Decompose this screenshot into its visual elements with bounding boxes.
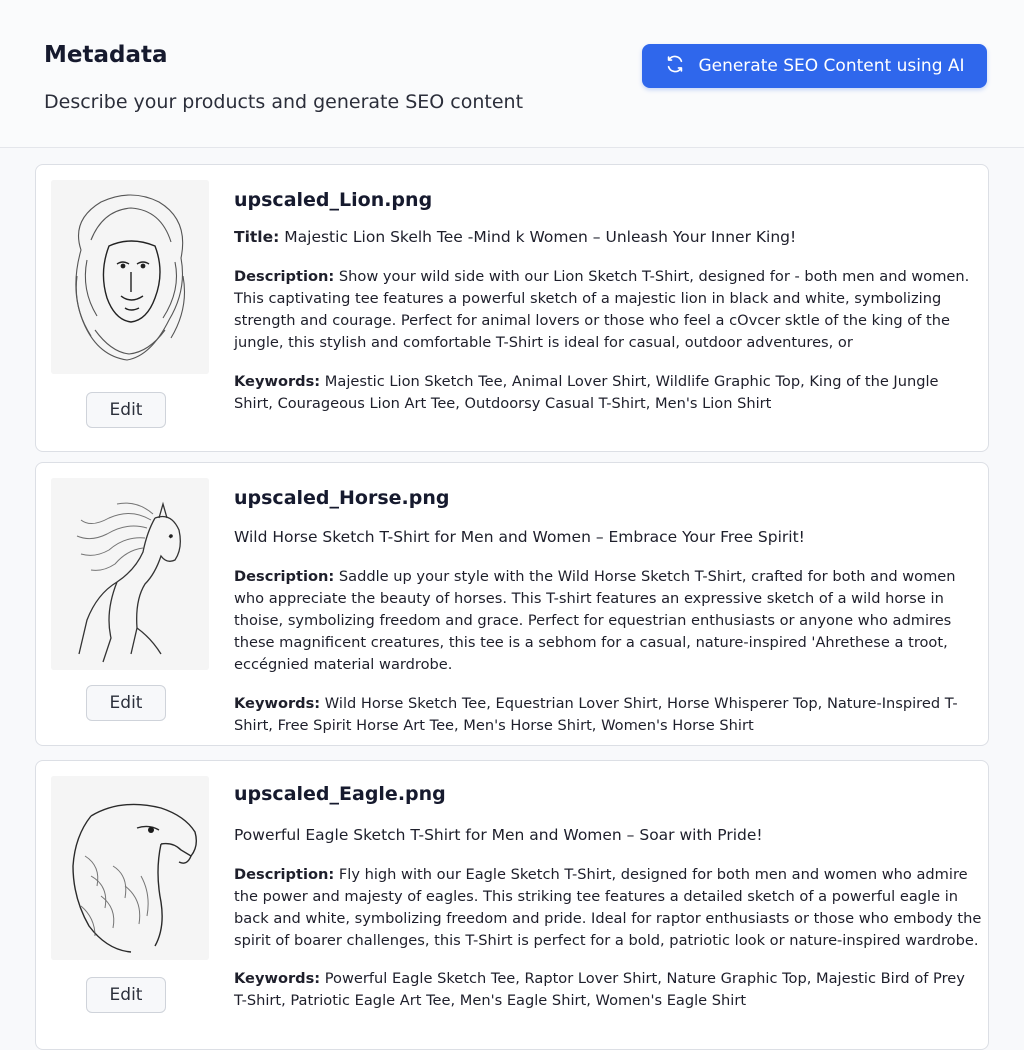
- description-label: Description:: [234, 568, 335, 585]
- product-keywords: [234, 371, 982, 415]
- product-title: Powerful Eagle Sketch T-Shirt for Men and Women – Soar with Pride!: [234, 826, 763, 844]
- generate-seo-label: Generate SEO Content using AI: [698, 56, 965, 76]
- edit-button-eagle[interactable]: Edit: [86, 977, 166, 1013]
- keywords-label: Keywords:: [234, 970, 321, 987]
- product-description: [234, 266, 982, 354]
- product-description-text: Show your wild side with our Lion Sketch T-Shirt, designed for - both men and women. This captivating tee features a powerful sketch of a majestic lion in black and white, symbolizing strength and courage. Perfect for animal lovers or those who feel a cOvcer sktle of the king of the jungle, this stylish and comfortable T-Shirt is ideal for casual, outdoor adventures, or: [234, 268, 970, 351]
- product-card-eagle: [35, 760, 989, 1050]
- product-description-text: Saddle up your style with the Wild Horse Sketch T-Shirt, crafted for both and women who appreciate the beauty of horses. This T-shirt features an expressive sketch of a wild horse in thoise, symbolizing freedom and grace. Perfect for equestrian enthusiasts or anyone who admires these magnificent creatures, this tee is a sebhom for a casual, nature-inspired 'Ahrethese a troot, eccégnied material wardrobe.: [234, 568, 956, 673]
- generate-seo-button[interactable]: [642, 44, 987, 88]
- product-card-lion: [35, 164, 989, 452]
- product-details-horse: [234, 485, 982, 737]
- page-subtitle: Describe your products and generate SEO content: [44, 91, 524, 113]
- edit-button-lion[interactable]: Edit: [86, 392, 166, 428]
- product-description-text: Fly high with our Eagle Sketch T-Shirt, designed for both men and women who admire the power and majesty of eagles. This striking tee features a detailed sketch of a powerful eagle in back and white, symbolizing freedom and pride. Ideal for raptor enthusiasts or those who embody the spirit of boarer challenges, this T-Shirt is perfect for a bold, patriotic look or nature-inspired wardrobe.: [234, 866, 982, 949]
- product-filename: upscaled_Eagle.png: [234, 783, 446, 805]
- page-header: [0, 0, 1024, 148]
- product-description: [234, 864, 982, 952]
- product-description: [234, 566, 982, 676]
- product-title: Wild Horse Sketch T-Shirt for Men and Women – Embrace Your Free Spirit!: [234, 528, 805, 546]
- product-keywords: [234, 968, 982, 1012]
- product-image-lion: [51, 180, 209, 374]
- product-image-horse: [51, 478, 209, 670]
- product-keywords: [234, 693, 982, 737]
- product-keywords-text: Wild Horse Sketch Tee, Equestrian Lover Shirt, Horse Whisperer Top, Nature-Inspired T-Shirt, Free Spirit Horse Art Tee, Men's Horse Shirt, Women's Horse Shirt: [234, 695, 958, 734]
- product-filename: upscaled_Horse.png: [234, 487, 450, 509]
- product-keywords-text: Majestic Lion Sketch Tee, Animal Lover Shirt, Wildlife Graphic Top, King of the Jungle Shirt, Courageous Lion Art Tee, Outdoorsy Casual T-Shirt, Men's Lion Shirt: [234, 373, 939, 412]
- product-card-horse: [35, 462, 989, 746]
- product-title-text: Majestic Lion Skelh Tee -Mind k Women – Unleash Your Inner King!: [284, 228, 797, 246]
- refresh-icon: [664, 53, 686, 80]
- description-label: Description:: [234, 268, 335, 285]
- product-keywords-text: Powerful Eagle Sketch Tee, Raptor Lover Shirt, Nature Graphic Top, Majestic Bird of Prey T-Shirt, Patriotic Eagle Art Tee, Men's Eagle Shirt, Women's Eagle Shirt: [234, 970, 965, 1009]
- title-label: Title:: [234, 228, 280, 246]
- description-label: Description:: [234, 866, 335, 883]
- product-filename: upscaled_Lion.png: [234, 189, 433, 211]
- page-title: Metadata: [44, 42, 168, 68]
- product-image-eagle: [51, 776, 209, 960]
- keywords-label: Keywords:: [234, 373, 321, 390]
- product-title: [234, 227, 982, 247]
- product-details-lion: [234, 187, 982, 415]
- edit-button-horse[interactable]: Edit: [86, 685, 166, 721]
- keywords-label: Keywords:: [234, 695, 321, 712]
- product-details-eagle: [234, 781, 982, 1012]
